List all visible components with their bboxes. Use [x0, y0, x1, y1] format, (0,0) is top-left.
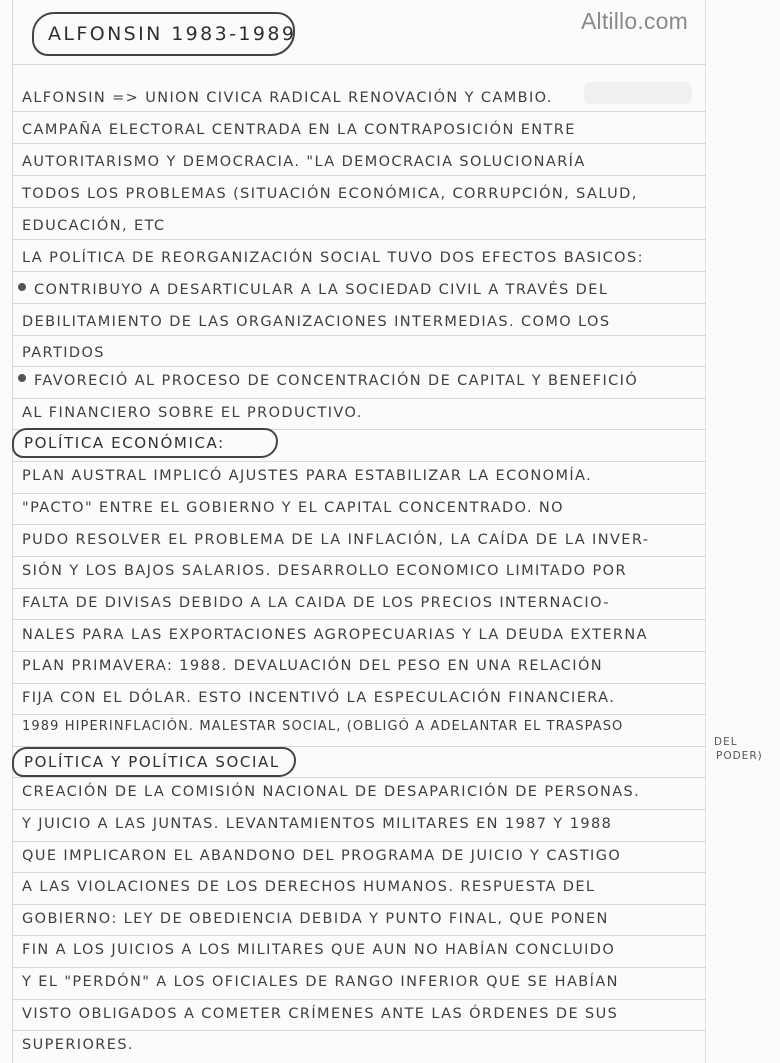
social-line: Y JUICIO A LAS JUNTAS. LEVANTAMIENTOS MILITARES EN 1987 Y 1988 [22, 816, 613, 832]
ruled-line [12, 398, 706, 399]
watermark: Altillo.com [580, 8, 688, 34]
intro-line: TODOS LOS PROBLEMAS (SITUACIÓN ECONÓMICA, CORRUPCIÓN, SALUD, [22, 186, 638, 202]
intro-line: ALFONSIN => UNION CIVICA RADICAL RENOVACIÓN Y CAMBIO. [22, 90, 553, 106]
margin-note: PODER) [716, 750, 763, 762]
economic-line: FALTA DE DIVISAS DEBIDO A LA CAIDA DE LOS PRECIOS INTERNACIO- [22, 595, 610, 611]
economic-line: NALES PARA LAS EXPORTACIONES AGROPECUARIAS Y LA DEUDA EXTERNA [22, 627, 648, 643]
social-line: CREACIÓN DE LA COMISIÓN NACIONAL DE DESAPARICIÓN DE PERSONAS. [22, 784, 641, 800]
heading-social-policy: POLÍTICA Y POLÍTICA SOCIAL [12, 747, 296, 777]
ruled-line [12, 841, 706, 842]
ruled-line [12, 651, 706, 652]
economic-line: PLAN PRIMAVERA: 1988. DEVALUACIÓN DEL PESO EN UNA RELACIÓN [22, 658, 604, 674]
ruled-line [12, 619, 706, 620]
erased-smudge [584, 82, 692, 104]
economic-line: PLAN AUSTRAL IMPLICÓ AJUSTES PARA ESTABILIZAR LA ECONOMÍA. [22, 468, 593, 484]
ruled-line [12, 809, 706, 810]
economic-line: "PACTO" ENTRE EL GOBIERNO Y EL CAPITAL CONCENTRADO. NO [22, 500, 564, 516]
ruled-line [12, 935, 706, 936]
bullet-dot [18, 283, 26, 291]
intro-line: DEBILITAMIENTO DE LAS ORGANIZACIONES INTERMEDIAS. COMO LOS [22, 314, 611, 330]
ruled-line [12, 493, 706, 494]
ruled-line [12, 904, 706, 905]
intro-line: AL FINANCIERO SOBRE EL PRODUCTIVO. [22, 405, 363, 421]
ruled-line [12, 271, 706, 272]
ruled-line [12, 967, 706, 968]
margin-note: DEL [714, 736, 738, 748]
economic-line: FIJA CON EL DÓLAR. ESTO INCENTIVÓ LA ESPECULACIÓN FINANCIERA. [22, 690, 616, 706]
social-line: FIN A LOS JUICIOS A LOS MILITARES QUE AUN NO HABÍAN CONCLUIDO [22, 942, 616, 958]
page-title: ALFONSIN 1983-1989 [32, 12, 295, 56]
ruled-line [12, 64, 706, 65]
ruled-line [12, 461, 706, 462]
ruled-line [12, 335, 706, 336]
ruled-line [12, 999, 706, 1000]
economic-line: SIÓN Y LOS BAJOS SALARIOS. DESARROLLO ECONOMICO LIMITADO POR [22, 563, 627, 579]
intro-line: EDUCACIÓN, ETC [22, 218, 166, 234]
ruled-line [12, 714, 706, 715]
ruled-line [12, 1030, 706, 1031]
intro-line: CAMPAÑA ELECTORAL CENTRADA EN LA CONTRAPOSICIÓN ENTRE [22, 122, 576, 138]
bullet-dot [18, 374, 26, 382]
social-line: QUE IMPLICARON EL ABANDONO DEL PROGRAMA DE JUICIO Y CASTIGO [22, 848, 622, 864]
social-line: GOBIERNO: LEY DE OBEDIENCIA DEBIDA Y PUNTO FINAL, QUE PONEN [22, 911, 609, 927]
ruled-line [12, 207, 706, 208]
ruled-line [12, 366, 706, 367]
intro-line: AUTORITARISMO Y DEMOCRACIA. "LA DEMOCRACIA SOLUCIONARÍA [22, 154, 586, 170]
intro-line: PARTIDOS [22, 345, 105, 361]
economic-line: 1989 HIPERINFLACIÓN. MALESTAR SOCIAL, (OBLIGÓ A ADELANTAR EL TRASPASO [22, 719, 624, 734]
ruled-line [12, 588, 706, 589]
social-line: A LAS VIOLACIONES DE LOS DERECHOS HUMANOS. RESPUESTA DEL [22, 879, 596, 895]
ruled-line [12, 524, 706, 525]
social-line: SUPERIORES. [22, 1037, 134, 1053]
ruled-line [12, 111, 706, 112]
ruled-line [12, 143, 706, 144]
ruled-line [12, 556, 706, 557]
intro-line: FAVORECIÓ AL PROCESO DE CONCENTRACIÓN DE CAPITAL Y BENEFICIÓ [34, 373, 639, 389]
social-line: VISTO OBLIGADOS A COMETER CRÍMENES ANTE LAS ÓRDENES DE SUS [22, 1006, 619, 1022]
ruled-line [12, 872, 706, 873]
ruled-line [12, 683, 706, 684]
social-line: Y EL "PERDÓN" A LOS OFICIALES DE RANGO INFERIOR QUE SE HABÍAN [22, 974, 619, 990]
ruled-line [12, 777, 706, 778]
economic-line: PUDO RESOLVER EL PROBLEMA DE LA INFLACIÓN, LA CAÍDA DE LA INVER- [22, 532, 650, 548]
intro-line: CONTRIBUYO A DESARTICULAR A LA SOCIEDAD CIVIL A TRAVÉS DEL [34, 282, 609, 298]
ruled-line [12, 239, 706, 240]
ruled-line [12, 303, 706, 304]
heading-economic-policy: POLÍTICA ECONÓMICA: [12, 428, 278, 458]
intro-line: LA POLÍTICA DE REORGANIZACIÓN SOCIAL TUVO DOS EFECTOS BASICOS: [22, 250, 644, 266]
ruled-line [12, 175, 706, 176]
